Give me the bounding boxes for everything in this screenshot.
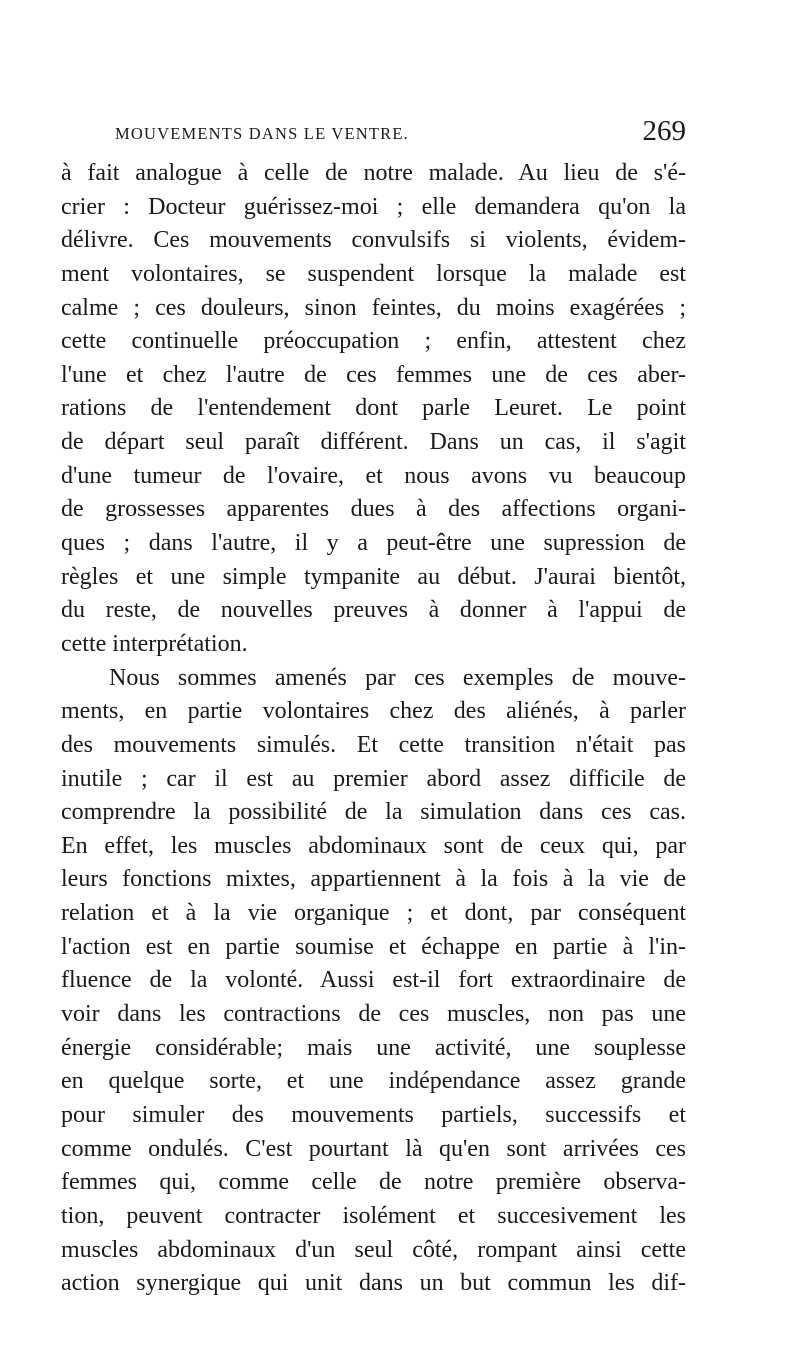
text-line: comme ondulés. C'est pourtant là qu'en sont arrivées ces (61, 1135, 686, 1162)
text-line: du reste, de nouvelles preuves à donner à l'appui de (61, 597, 686, 624)
text-line: en quelque sorte, et une indépendance assez grande (61, 1068, 686, 1095)
running-head (115, 116, 686, 152)
text-line-paragraph-start: Nous sommes amenés par ces exemples de mouve- (109, 664, 686, 691)
text-line: relation et à la vie organique ; et dont, par conséquent (61, 900, 686, 927)
text-line: de grossesses apparentes dues à des affections organi- (61, 496, 686, 523)
text-line: rations de l'entendement dont parle Leuret. Le point (61, 395, 686, 422)
text-line: cette continuelle préoccupation ; enfin, attestent chez (61, 328, 686, 355)
text-line: de départ seul paraît différent. Dans un cas, il s'agit (61, 429, 686, 456)
text-line: muscles abdominaux d'un seul côté, rompant ainsi cette (61, 1236, 686, 1263)
text-line: d'une tumeur de l'ovaire, et nous avons vu beaucoup (61, 462, 686, 489)
page-number: 269 (642, 115, 686, 147)
text-line: l'action est en partie soumise et échappe en partie à l'in- (61, 933, 686, 960)
text-line: des mouvements simulés. Et cette transition n'était pas (61, 731, 686, 758)
text-line: En effet, les muscles abdominaux sont de ceux qui, par (61, 832, 686, 859)
text-line: crier : Docteur guérissez-moi ; elle demandera qu'on la (61, 193, 686, 220)
text-line: comprendre la possibilité de la simulation dans ces cas. (61, 799, 686, 826)
text-line: ment volontaires, se suspendent lorsque la malade est (61, 260, 686, 287)
text-line: à fait analogue à celle de notre malade. Au lieu de s'é- (61, 160, 686, 186)
text-line: femmes qui, comme celle de notre première observa- (61, 1169, 686, 1196)
text-line: énergie considérable; mais une activité, une souplesse (61, 1034, 686, 1061)
text-line: leurs fonctions mixtes, appartiennent à la fois à la vie de (61, 866, 686, 893)
text-line: inutile ; car il est au premier abord assez difficile de (61, 765, 686, 792)
text-line: pour simuler des mouvements partiels, successifs et (61, 1101, 686, 1128)
text-line: l'une et chez l'autre de ces femmes une de ces aber- (61, 361, 686, 388)
text-line: action synergique qui unit dans un but commun les dif- (61, 1270, 686, 1297)
text-line: ques ; dans l'autre, il y a peut-être une supression de (61, 530, 686, 557)
running-title: MOUVEMENTS DANS LE VENTRE. (115, 124, 409, 143)
text-line: tion, peuvent contracter isolément et succesivement les (61, 1202, 686, 1229)
text-line: calme ; ces douleurs, sinon feintes, du moins exagérées ; (61, 294, 686, 321)
text-line: règles et une simple tympanite au début. J'aurai bientôt, (61, 563, 686, 590)
body-text (61, 157, 686, 1301)
text-line: fluence de la volonté. Aussi est-il fort extraordinaire de (61, 967, 686, 994)
text-line: ments, en partie volontaires chez des aliénés, à parler (61, 698, 686, 725)
text-line-paragraph-end: cette interprétation. (61, 630, 248, 657)
text-line: voir dans les contractions de ces muscles, non pas une (61, 1001, 686, 1028)
text-line: délivre. Ces mouvements convulsifs si violents, évidem- (61, 227, 686, 254)
